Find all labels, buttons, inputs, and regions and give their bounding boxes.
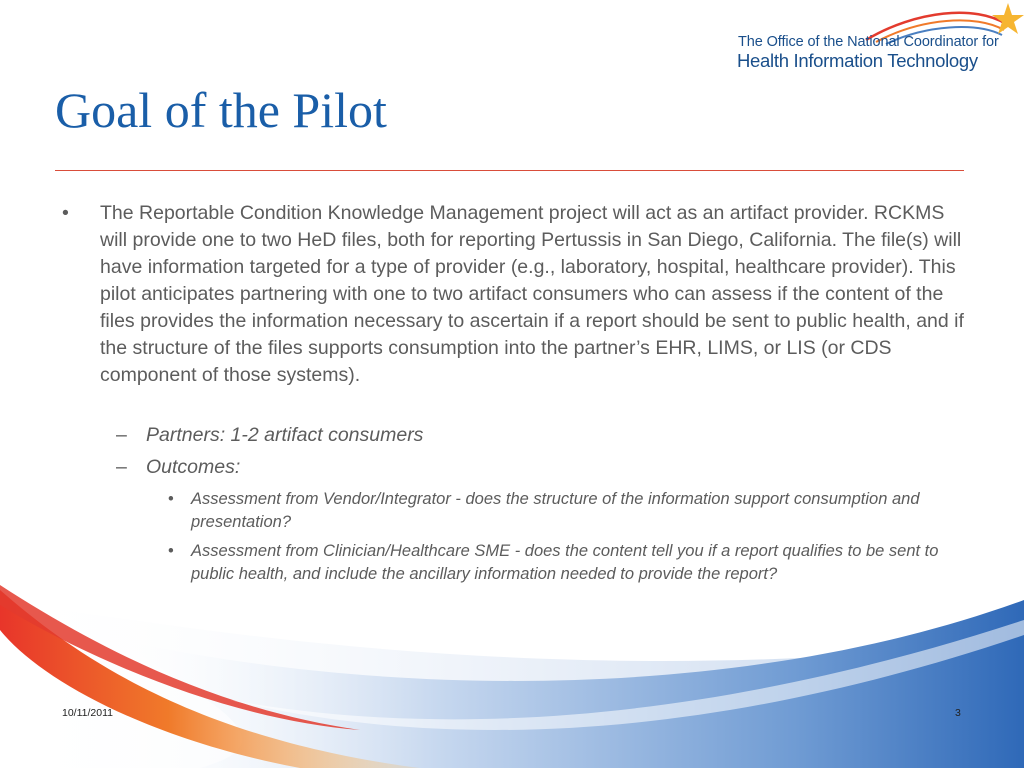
logo-text-line1: The Office of the National Coordinator for [738,34,999,50]
footer-date: 10/11/2011 [62,707,113,719]
subsubbullet-marker: • [168,490,174,508]
bullet-marker: • [62,202,69,224]
footer-page-number: 3 [955,707,961,719]
logo-text-line2: Health Information Technology [737,50,978,71]
subsubbullet-vendor-assessment: Assessment from Vendor/Integrator - does the structure of the information support consumption and presentation? [191,490,920,531]
bullet-text-main: The Reportable Condition Knowledge Management project will act as an artifact provider. RCKMS will provide one to two HeD files, both for reporting Pertussis in San Diego, California. The file(s) will have information targeted for a type of provider (e.g., laboratory, hospital, healthcare provider). This pilot anticipates partnering with one to two artifact consumers who can assess if the content of the files provides the information necessary to ascertain if a report should be sent to public health, and if the structure of the files supports consumption into the partner’s EHR, LIMS, or LIS (or CDS component of those systems). [100,202,964,386]
subbullet-outcomes: Outcomes: [146,456,241,478]
subbullet-partners: Partners: 1-2 artifact consumers [146,424,424,446]
subsubbullet-marker: • [168,542,174,560]
subsubbullet-clinician-assessment: Assessment from Clinician/Healthcare SME - does the content tell you if a report qualifies to be sent to public health, and include the ancillary information needed to provide the report? [191,542,939,583]
subbullet-marker: – [116,456,127,478]
subbullet-marker: – [116,424,127,446]
slide-title: Goal of the Pilot [55,82,387,138]
